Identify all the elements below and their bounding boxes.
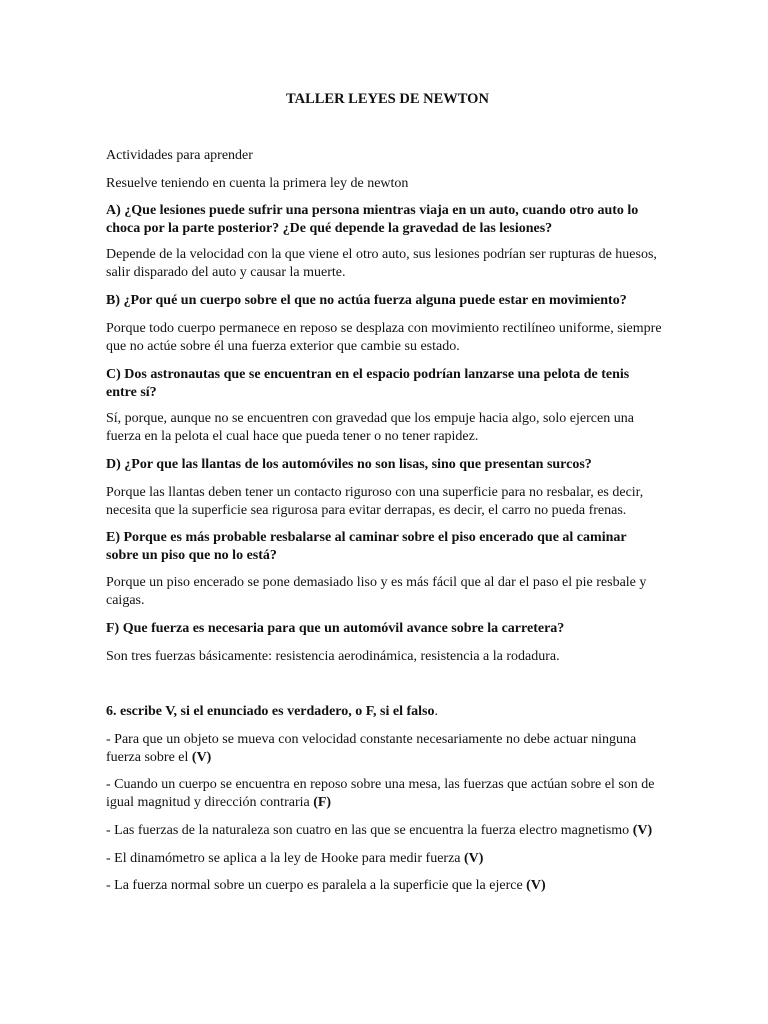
answer-b — [106, 320, 662, 356]
question-c — [106, 366, 662, 402]
statement-4 — [106, 850, 662, 868]
intro-line-2: Resuelve teniendo en cuenta la primera ley de newton — [106, 176, 409, 191]
statement-5 — [106, 877, 662, 895]
answer-a — [106, 246, 662, 282]
answer-d — [106, 484, 662, 520]
answer-c-text: Sí, porque, aunque no se encuentren con gravedad que los empuje hacia algo, solo ejercen una fuerza en la pelota el cual hace que pueda tener o no tener rapidez. — [106, 411, 634, 444]
statement-3-text — [106, 822, 662, 840]
answer-c — [106, 410, 662, 446]
statement-1 — [106, 731, 662, 767]
section-6-heading-main: 6. escribe V, si el enunciado es verdadero, o F, si el falso — [106, 704, 435, 719]
statement-1-text — [106, 731, 662, 767]
question-e — [106, 529, 662, 565]
statement-4-text — [106, 850, 662, 868]
question-c-text: C) Dos astronautas que se encuentran en el espacio podrían lanzarse una pelota de tenis entre sí? — [106, 367, 630, 400]
question-e-text: E) Porque es más probable resbalarse al caminar sobre el piso encerado que al caminar sobre un piso que no lo está? — [106, 530, 627, 563]
statement-2-body: - Cuando un cuerpo se encuentra en reposo sobre una mesa, las fuerzas que actúan sobre el son de igual magnitud y dirección contraria — [106, 777, 655, 810]
question-b-text: B) ¿Por qué un cuerpo sobre el que no actúa fuerza alguna puede estar en movimiento? — [106, 293, 627, 308]
document-title: TALLER LEYES DE NEWTON — [286, 91, 489, 107]
statement-3 — [106, 822, 662, 840]
statement-2 — [106, 776, 662, 812]
statement-3-mark: (V) — [632, 823, 653, 838]
answer-f — [106, 648, 662, 666]
intro-line-1: Actividades para aprender — [106, 148, 253, 163]
statement-1-body: - Para que un objeto se mueva con velocidad constante necesariamente no debe actuar ninguna fuerza sobre el — [106, 732, 637, 765]
statement-5-text — [106, 877, 662, 895]
statement-1-mark: (V) — [191, 750, 212, 765]
intro-activities — [106, 147, 662, 165]
section-6-heading-period: . — [434, 704, 438, 719]
statement-2-text — [106, 776, 662, 812]
statement-4-mark: (V) — [464, 851, 484, 866]
answer-e — [106, 574, 662, 610]
section-6-heading-text — [106, 703, 662, 721]
answer-e-text: Porque un piso encerado se pone demasiado liso y es más fácil que al dar el paso el pie resbale y caigas. — [106, 575, 647, 608]
question-a-text: A) ¿Que lesiones puede sufrir una persona mientras viaja en un auto, cuando otro auto lo choca por la parte posterior? ¿De qué depende la gravedad de las lesiones? — [106, 203, 639, 236]
statement-4-body: - El dinamómetro se aplica a la ley de Hooke para medir fuerza — [106, 851, 465, 866]
question-a — [106, 202, 662, 238]
answer-b-text: Porque todo cuerpo permanece en reposo se desplaza con movimiento rectilíneo uniforme, siempre que no actúe sobre él una fuerza exterior que cambie su estado. — [106, 321, 662, 354]
question-f — [106, 620, 662, 638]
question-d-text: D) ¿Por que las llantas de los automóviles no son lisas, sino que presentan surcos? — [106, 457, 592, 472]
answer-a-text: Depende de la velocidad con la que viene el otro auto, sus lesiones podrían ser rupturas de huesos, salir disparado del auto y causar la muerte. — [106, 247, 657, 280]
statement-5-mark: (V) — [526, 878, 546, 893]
answer-d-text: Porque las llantas deben tener un contacto riguroso con una superficie para no resbalar, es decir, necesita que la superficie sea rigurosa para evitar derrapas, es decir, el carro no pueda frenas. — [106, 485, 644, 518]
statement-5-body: - La fuerza normal sobre un cuerpo es paralela a la superficie que la ejerce — [106, 878, 527, 893]
question-d — [106, 456, 662, 474]
statement-2-mark: (F) — [313, 795, 332, 810]
intro-instruction — [106, 175, 662, 193]
section-6-heading — [106, 703, 662, 721]
question-f-text: F) Que fuerza es necesaria para que un automóvil avance sobre la carretera? — [106, 621, 565, 636]
answer-f-text: Son tres fuerzas básicamente: resistencia aerodinámica, resistencia a la rodadura. — [106, 649, 560, 664]
question-b — [106, 292, 662, 310]
statement-3-body: - Las fuerzas de la naturaleza son cuatro en las que se encuentra la fuerza electro magnetismo — [106, 823, 633, 838]
